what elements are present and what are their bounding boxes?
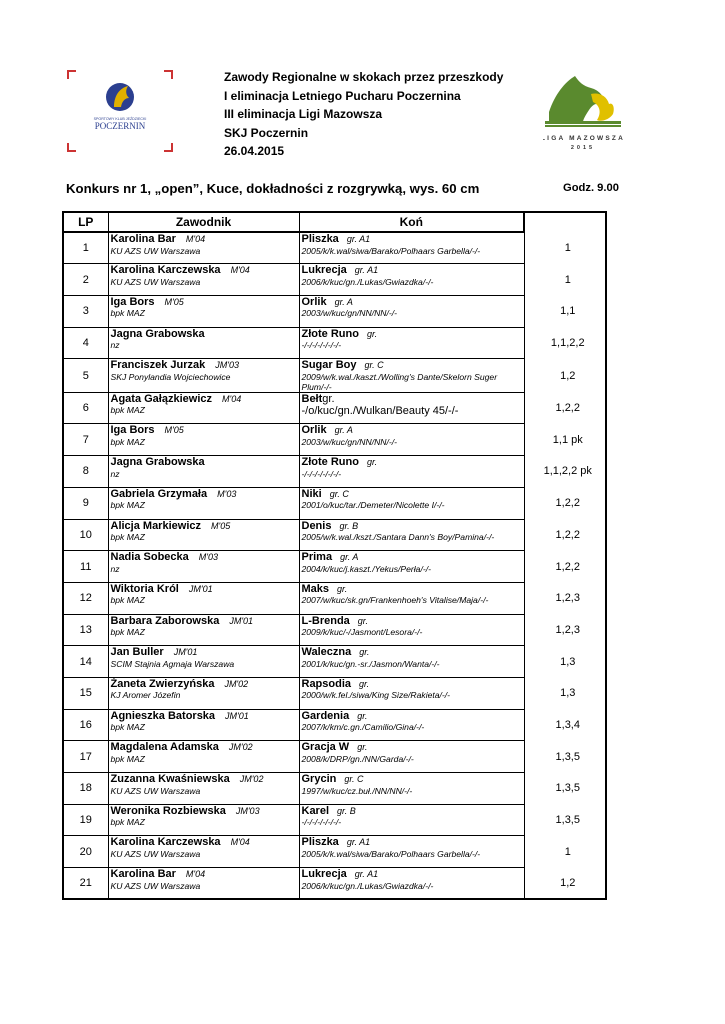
rider-age-category: JM'03 — [215, 360, 240, 371]
row-result: 1,2,2 — [555, 560, 580, 573]
table-row — [63, 709, 606, 741]
rider-cell — [108, 264, 299, 296]
rider-name: Nadia Sobecka — [110, 551, 189, 564]
table-row — [63, 773, 606, 805]
horse-cell — [299, 424, 524, 456]
rider-name: Karolina Karczewska — [110, 264, 221, 277]
rider-club: bpk MAZ — [110, 627, 145, 638]
rider-cell — [108, 359, 299, 393]
row-result: 1,3,5 — [555, 782, 580, 795]
header-line-1: Zawody Regionalne w skokach przez przeszkody — [224, 70, 504, 84]
horse-pedigree: -/o/kuc/gn./Wulkan/Beauty 45/-/- — [301, 405, 459, 418]
horse-name: L-Brenda — [301, 614, 350, 627]
rider-name: Alicja Markiewicz — [110, 519, 201, 532]
rider-name: Jagna Grabowska — [110, 327, 205, 340]
horse-cell — [299, 487, 524, 519]
liga-text: LIGA MAZOWSZA — [543, 135, 625, 142]
horse-pedigree: 2007/k/km/c.gn./Camilio/Gina/-/- — [301, 722, 425, 733]
row-lp: 8 — [63, 456, 108, 488]
rider-cell — [108, 677, 299, 709]
horse-pedigree: 2005/k/k.wal/siwa/Barako/Polhaars Garbella/-/- — [301, 245, 481, 256]
row-lp: 7 — [63, 424, 108, 456]
rider-cell — [108, 519, 299, 551]
horse-cell — [299, 327, 524, 359]
rider-name: Jagna Grabowska — [110, 456, 205, 469]
rider-age-category: JM'02 — [228, 742, 253, 753]
table-row — [63, 487, 606, 519]
table-row — [63, 456, 606, 488]
rider-age-category: JM'02 — [224, 678, 249, 689]
rider-club: bpk MAZ — [110, 500, 145, 511]
horse-pedigree: 2001/o/kuc/tar./Demeter/Nicolette I/-/- — [301, 500, 445, 511]
row-result: 1,2,2 — [555, 497, 580, 510]
rider-cell — [108, 868, 299, 900]
horse-pedigree: 1997/w/kuc/cz.buł./NN/NN/-/- — [301, 785, 413, 796]
horse-name: Lukrecja — [301, 264, 347, 277]
rider-cell — [108, 392, 299, 424]
table-row — [63, 836, 606, 868]
rider-club: bpk MAZ — [110, 753, 145, 764]
horse-name: Orlik — [301, 424, 327, 437]
rider-name: Magdalena Adamska — [110, 741, 219, 754]
horse-cell — [299, 582, 524, 614]
table-row — [63, 868, 606, 900]
row-lp: 9 — [63, 487, 108, 519]
horse-name: Bełt — [301, 392, 323, 405]
row-lp: 1 — [63, 232, 108, 264]
rider-club: bpk MAZ — [110, 595, 145, 606]
row-result: 1,3,4 — [555, 718, 580, 731]
row-lp: 19 — [63, 804, 108, 836]
horse-grade: gr. A1 — [346, 234, 371, 244]
horse-pedigree: 2005/w/k.wal./kszt./Santara Dann's Boy/Pamina/-/- — [301, 532, 495, 542]
rider-age-category: M'04 — [230, 265, 250, 276]
rider-name: Franciszek Jurzak — [110, 359, 206, 372]
row-lp: 15 — [63, 677, 108, 709]
rider-club: KJ Aromer Józefin — [110, 690, 181, 701]
rider-age-category: M'04 — [230, 837, 250, 848]
horse-pedigree: -/-/-/-/-/-/-/- — [301, 817, 342, 828]
horse-pedigree: 2000/w/k.fel./siwa/King Size/Rakieta/-/- — [301, 690, 451, 701]
rider-club: nz — [110, 563, 120, 574]
poczernin-logo — [67, 70, 173, 152]
rider-age-category: M'04 — [222, 393, 242, 404]
row-lp: 12 — [63, 582, 108, 614]
horse-name: Pliszka — [301, 233, 339, 245]
rider-age-category: JM'03 — [235, 805, 260, 816]
horse-cell — [299, 868, 524, 900]
horse-grade: gr. — [357, 615, 368, 626]
rider-club: KU AZS UW Warszawa — [110, 848, 201, 859]
horse-grade: gr. — [337, 583, 348, 594]
rider-club: KU AZS UW Warszawa — [110, 245, 201, 256]
rider-cell — [108, 773, 299, 805]
horse-grade: gr. A — [334, 425, 353, 436]
horse-grade: gr. C — [329, 488, 349, 499]
horse-name: Lukrecja — [301, 868, 347, 881]
horse-grade: gr. — [366, 328, 378, 339]
horse-grade: gr. A1 — [354, 265, 379, 276]
rider-cell — [108, 614, 299, 646]
horse-cell — [299, 359, 524, 393]
rider-club: nz — [110, 468, 120, 479]
rider-cell — [108, 709, 299, 741]
horse-name: Orlik — [301, 295, 327, 308]
horse-pedigree: 2003/w/kuc/gn/NN/NN/-/- — [301, 436, 398, 447]
row-lp: 16 — [63, 709, 108, 741]
row-result: 1 — [564, 845, 571, 858]
horse-grade: gr. B — [337, 805, 356, 816]
rider-cell — [108, 232, 299, 264]
horse-cell — [299, 741, 524, 773]
rider-name: Weronika Rozbiewska — [110, 804, 226, 817]
competition-title: Konkurs nr 1, „open”, Kuce, dokładności z rozgrywką, wys. 60 cm — [66, 181, 480, 196]
rider-cell — [108, 582, 299, 614]
horse-name: Sugar Boy — [301, 359, 357, 372]
rider-age-category: M'05 — [164, 296, 184, 307]
horse-cell — [299, 836, 524, 868]
row-lp: 17 — [63, 741, 108, 773]
rider-cell — [108, 487, 299, 519]
row-result: 1,2 — [560, 369, 576, 382]
horse-pedigree: 2006/k/kuc/gn./Lukas/Gwiazdka/-/- — [301, 276, 434, 287]
rider-club: SKJ Ponylandia Wojciechowice — [110, 371, 231, 382]
row-result: 1,2,2 — [555, 528, 580, 541]
row-lp: 5 — [63, 359, 108, 393]
table-row — [63, 392, 606, 424]
horse-grade: gr. — [322, 392, 335, 405]
row-result: 1,2,3 — [555, 623, 580, 636]
rider-age-category: M'03 — [198, 552, 218, 563]
horse-name: Pliszka — [301, 836, 339, 849]
rider-cell — [108, 327, 299, 359]
horse-pedigree: -/-/-/-/-/-/-/- — [301, 340, 342, 351]
horse-pedigree: 2009/k/kuc/-/Jasmont/Lesora/-/- — [301, 627, 423, 638]
horse-pedigree: 2009/w/k.wal./kaszt./Wolling's Dante/Skelorn Suger Plum/-/- — [301, 371, 498, 392]
row-lp: 20 — [63, 836, 108, 868]
row-lp: 10 — [63, 519, 108, 551]
header-line-3: III eliminacja Ligi Mazowsza — [224, 107, 383, 121]
horse-name: Gardenia — [301, 709, 350, 722]
horse-name: Niki — [301, 487, 322, 500]
liga-year: 2015 — [570, 145, 596, 151]
rider-age-category: M'04 — [185, 234, 206, 244]
horse-name: Gracja W — [301, 741, 350, 754]
horse-name: Złote Runo — [301, 456, 359, 469]
rider-name: Agata Gałązkiewicz — [110, 392, 212, 405]
horse-name: Waleczna — [301, 646, 352, 659]
rider-club: bpk MAZ — [110, 405, 145, 416]
row-result: 1 — [564, 241, 571, 254]
horse-grade: gr. A — [340, 552, 359, 563]
horse-head-icon — [543, 72, 627, 152]
rider-name: Agnieszka Batorska — [110, 709, 216, 722]
horse-grade: gr. B — [339, 520, 359, 531]
header-line-2: I eliminacja Letniego Pucharu Poczernina — [224, 88, 461, 103]
table-row — [63, 359, 606, 393]
rider-age-category: M'05 — [164, 425, 184, 436]
rider-age-category: JM'01 — [229, 615, 254, 626]
rider-age-category: JM'01 — [225, 710, 249, 721]
rider-club: nz — [110, 340, 120, 351]
rider-club: KU AZS UW Warszawa — [110, 276, 201, 287]
row-lp: 6 — [63, 392, 108, 424]
horse-grade: gr. A — [334, 296, 353, 307]
row-result: 1,3,5 — [555, 814, 580, 827]
rider-name: Karolina Bar — [110, 233, 176, 245]
rider-cell — [108, 551, 299, 583]
horse-grade: gr. — [359, 647, 370, 658]
rider-name: Zuzanna Kwaśniewska — [110, 773, 230, 785]
logo-small-text: SPORTOWY KLUB JEŹDZIECKI — [93, 117, 147, 121]
horse-pedigree: 2005/k/k.wal/siwa/Barako/Polhaars Garbella/-/- — [301, 848, 481, 859]
horse-name: Złote Runo — [301, 327, 359, 340]
horse-cell — [299, 232, 524, 264]
row-result: 1,1 pk — [552, 433, 583, 446]
row-lp: 4 — [63, 327, 108, 359]
horse-pedigree: 2003/w/kuc/gn/NN/NN/-/- — [301, 308, 398, 319]
row-result: 1,3,5 — [555, 750, 580, 763]
col-rider-header: Zawodnik — [108, 212, 299, 232]
horse-cell — [299, 709, 524, 741]
horse-cell — [299, 773, 524, 805]
rider-name: Gabriela Grzymała — [110, 487, 208, 500]
row-result: 1,1,2,2 — [550, 336, 585, 349]
row-result: 1,2 — [560, 876, 576, 889]
row-result: 1,2,2 — [555, 402, 580, 415]
header-line-5: 26.04.2015 — [224, 144, 285, 158]
table-row — [63, 232, 606, 264]
competition-time: Godz. 9.00 — [563, 182, 619, 194]
horse-cell — [299, 646, 524, 678]
rider-age-category: JM'01 — [188, 583, 213, 594]
horse-cell — [299, 264, 524, 296]
col-horse-header: Koń — [299, 212, 524, 232]
table-row — [63, 264, 606, 296]
rider-club: bpk MAZ — [110, 722, 145, 733]
rider-club: KU AZS UW Warszawa — [110, 785, 201, 796]
logo-big-text: POCZERNIN — [94, 121, 146, 131]
horse-grade: gr. — [359, 678, 370, 689]
rider-club: bpk MAZ — [110, 308, 145, 319]
row-lp: 11 — [63, 551, 108, 583]
rider-name: Barbara Zaborowska — [110, 614, 220, 627]
rider-age-category: M'03 — [217, 488, 237, 499]
rider-name: Karolina Bar — [110, 868, 176, 881]
event-header — [224, 68, 503, 161]
table-row — [63, 804, 606, 836]
table-header-row — [63, 212, 606, 232]
rider-age-category: JM'02 — [239, 774, 264, 784]
rider-name: Wiktoria Król — [110, 582, 179, 595]
rider-name: Iga Bors — [110, 424, 155, 437]
header-line-4: SKJ Poczernin — [224, 125, 309, 140]
horse-pedigree: 2008/k/DRP/gn./NN/Garda/-/- — [301, 753, 414, 764]
horse-pedigree: 2004/k/kuc/j.kaszt./Yekus/Perła/-/- — [301, 563, 431, 574]
horse-cell — [299, 804, 524, 836]
horse-pedigree: 2007/w/kuc/sk.gn/Frankenhoeh's Vitalise/Maja/-/- — [301, 595, 489, 606]
horse-pedigree: 2001/k/kuc/gn.-sr./Jasmon/Wanta/-/- — [301, 658, 440, 669]
row-result: 1 — [564, 273, 571, 286]
row-lp: 14 — [63, 646, 108, 678]
rider-age-category: M'05 — [211, 520, 231, 531]
col-lp-header: LP — [63, 212, 108, 232]
table-row — [63, 614, 606, 646]
horse-cell — [299, 614, 524, 646]
rider-cell — [108, 424, 299, 456]
rider-cell — [108, 741, 299, 773]
table-row — [63, 519, 606, 551]
table-row — [63, 741, 606, 773]
rider-club: bpk MAZ — [110, 817, 145, 828]
horse-cell — [299, 295, 524, 327]
row-result: 1,1 — [560, 305, 576, 318]
rider-name: Żaneta Zwierzyńska — [110, 677, 215, 690]
horse-name: Karel — [301, 804, 330, 817]
rider-age-category: JM'01 — [173, 647, 198, 658]
horse-cell — [299, 551, 524, 583]
col-result-header — [524, 212, 606, 232]
row-result: 1,1,2,2 pk — [543, 465, 592, 478]
horse-grade: gr. C — [344, 774, 364, 784]
row-lp: 2 — [63, 264, 108, 296]
rider-club: KU AZS UW Warszawa — [110, 880, 201, 891]
horse-grade: gr. — [357, 742, 368, 753]
horse-emblem-icon — [67, 70, 173, 152]
horse-name: Denis — [301, 519, 332, 532]
rider-club: bpk MAZ — [110, 532, 145, 542]
rider-cell — [108, 646, 299, 678]
rider-name: Jan Buller — [110, 646, 164, 659]
table-row — [63, 551, 606, 583]
horse-name: Maks — [301, 582, 330, 595]
row-result: 1,3 — [560, 687, 576, 700]
rider-cell — [108, 456, 299, 488]
rider-cell — [108, 804, 299, 836]
horse-grade: gr. — [357, 710, 368, 721]
liga-mazowsza-logo — [543, 72, 627, 152]
horse-cell — [299, 677, 524, 709]
rider-name: Karolina Karczewska — [110, 836, 221, 849]
horse-grade: gr. A1 — [346, 837, 371, 848]
horse-grade: gr. — [366, 457, 378, 468]
row-result: 1,2,3 — [555, 592, 580, 605]
horse-pedigree: 2006/k/kuc/gn./Lukas/Gwiazdka/-/- — [301, 880, 434, 891]
results-table — [62, 211, 607, 900]
table-row — [63, 295, 606, 327]
horse-grade: gr. A1 — [354, 869, 379, 880]
rider-club: bpk MAZ — [110, 436, 145, 447]
horse-name: Grycin — [301, 773, 337, 785]
table-row — [63, 582, 606, 614]
horse-cell — [299, 456, 524, 488]
horse-cell — [299, 519, 524, 551]
rider-cell — [108, 836, 299, 868]
row-result: 1,3 — [560, 655, 576, 668]
rider-cell — [108, 295, 299, 327]
table-row — [63, 424, 606, 456]
horse-name: Rapsodia — [301, 677, 352, 690]
horse-cell — [299, 392, 524, 424]
row-lp: 18 — [63, 773, 108, 805]
table-row — [63, 646, 606, 678]
horse-grade: gr. C — [364, 360, 384, 371]
row-lp: 13 — [63, 614, 108, 646]
horse-pedigree: -/-/-/-/-/-/-/- — [301, 468, 342, 479]
rider-age-category: M'04 — [185, 869, 206, 880]
rider-club: SCIM Stajnia Agmaja Warszawa — [110, 658, 235, 669]
table-row — [63, 677, 606, 709]
row-lp: 21 — [63, 868, 108, 900]
row-lp: 3 — [63, 295, 108, 327]
table-row — [63, 327, 606, 359]
horse-name: Prima — [301, 551, 333, 564]
rider-name: Iga Bors — [110, 295, 155, 308]
